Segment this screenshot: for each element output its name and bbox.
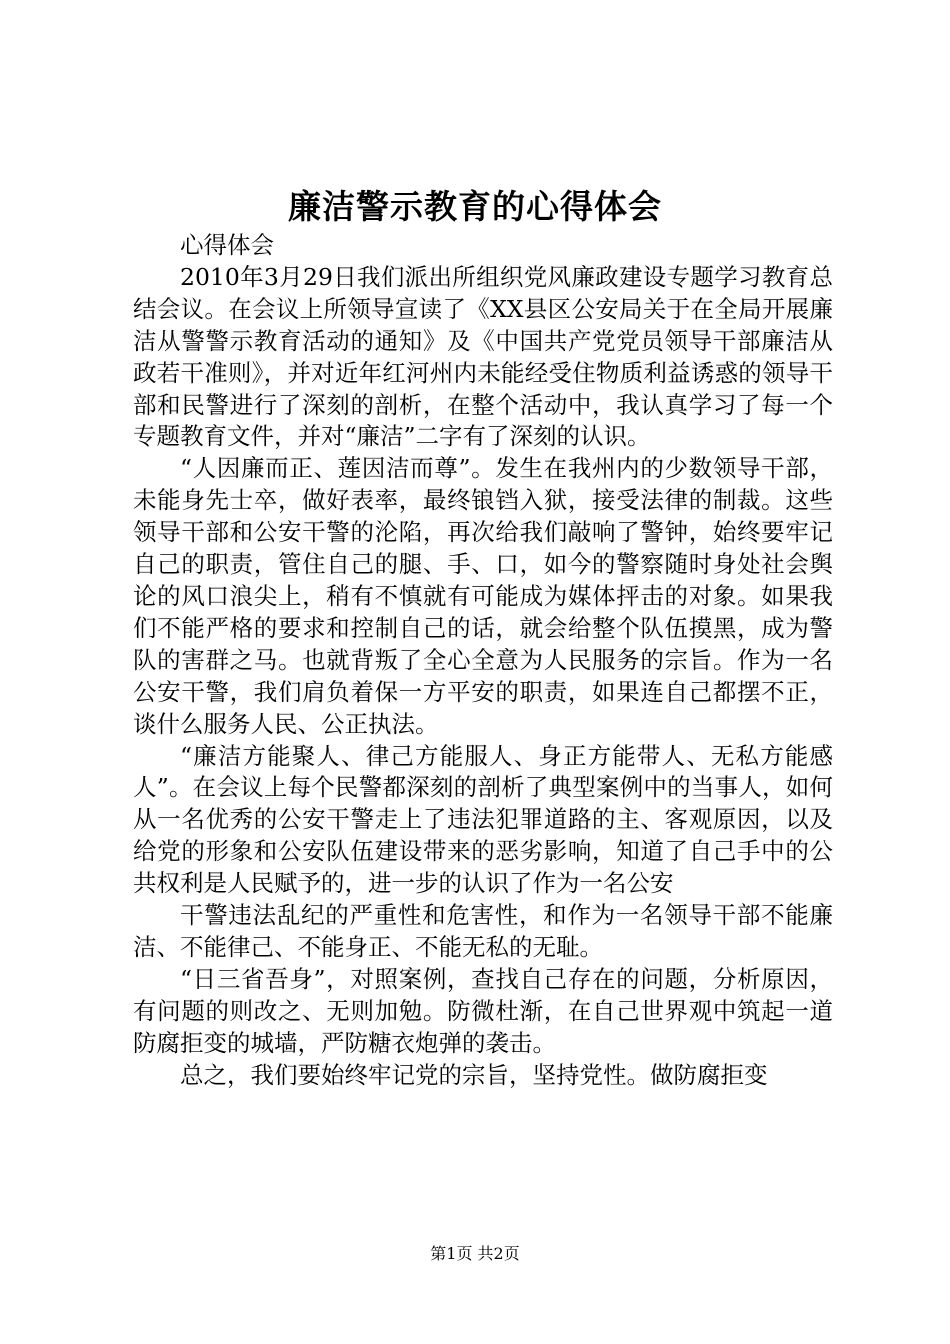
- page-number-footer: 第1页 共2页: [430, 1244, 520, 1263]
- paragraph: “人因廉而正、莲因洁而尊”。发生在我州内的少数领导干部，未能身先士卒，做好表率，最终锒铛入狱，接受法律的制裁。这些领导干部和公安干警的沦陷，再次给我们敲响了警钟，始终要牢记自己的职责，管住自己的腿、手、口，如今的警察随时身处社会舆论的风口浪尖上，稍有不慎就有可能成为媒体抨击的对象。如果我们不能严格的要求和控制自己的话，就会给整个队伍摸黑，成为警队的害群之马。也就背叛了全心全意为人民服务的宗旨。作为一名公安干警，我们肩负着保一方平安的职责，如果连自己都摆不正，谈什么服务人民、公正执法。: [133, 454, 833, 738]
- paragraph: 干警违法乱纪的严重性和危害性，和作为一名领导干部不能廉洁、不能律己、不能身正、不能无私的无耻。: [133, 901, 833, 961]
- paragraph: 总之，我们要始终牢记党的宗旨，坚持党性。做防腐拒变: [180, 1060, 768, 1089]
- paragraph: “日三省吾身”，对照案例，查找自己存在的问题，分析原因，有问题的则改之、无则加勉。防微杜渐，在自己世界观中筑起一道防腐拒变的城墙，严防糖衣炮弹的袭击。: [133, 964, 833, 1057]
- paragraph: “廉洁方能聚人、律己方能服人、身正方能带人、无私方能感人”。在会议上每个民警都深刻的剖析了典型案例中的当事人，如何从一名优秀的公安干警走上了违法犯罪道路的主、客观原因，以及给党的形象和公安队伍建设带来的恶劣影响，知道了自己手中的公共权利是人民赋予的，进一步的认识了作为一名公安: [133, 741, 833, 898]
- document-title: 廉洁警示教育的心得体会: [288, 187, 662, 226]
- paragraph: 2010年3月29日我们派出所组织党风廉政建设专题学习教育总结会议。在会议上所领导宣读了《XX县区公安局关于在全局开展廉洁从警警示教育活动的通知》及《中国共产党党员领导干部廉洁从政若干准则》，并对近年红河州内未能经受住物质利益诱惑的领导干部和民警进行了深刻的剖析，在整个活动中，我认真学习了每一个专题教育文件，并对“廉洁”二字有了深刻的认识。: [133, 262, 833, 451]
- paragraph-heading: 心得体会: [180, 231, 274, 259]
- document-body: [133, 230, 833, 1091]
